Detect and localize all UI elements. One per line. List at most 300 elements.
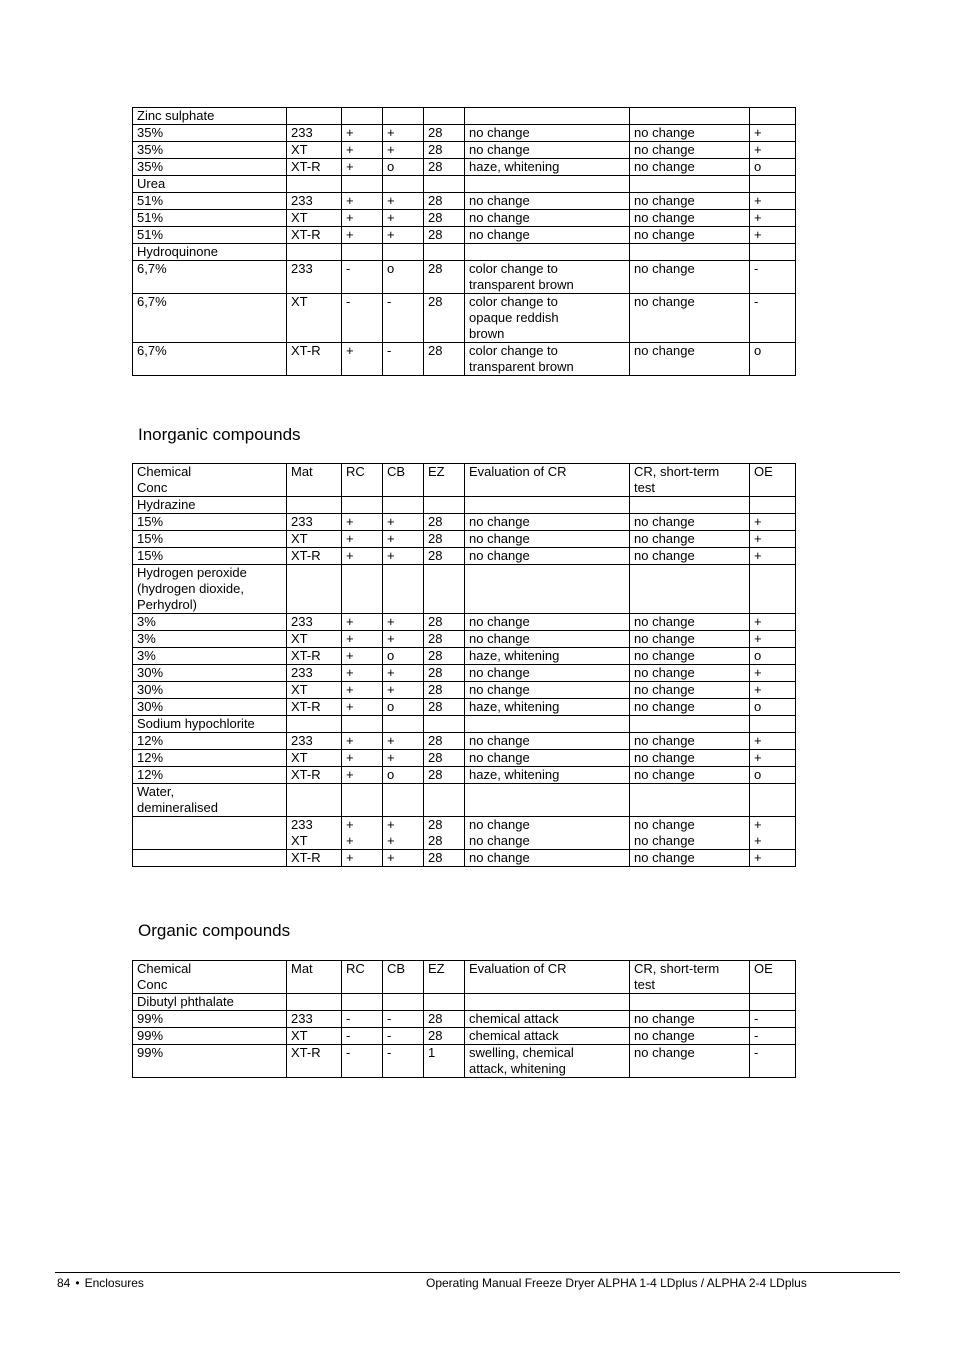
cell-text: no change bbox=[634, 193, 695, 208]
table-row bbox=[133, 343, 796, 376]
table-cell bbox=[287, 631, 342, 648]
table-cell bbox=[133, 1028, 287, 1045]
cell-text: 28 bbox=[428, 665, 443, 680]
cell-text: color change to transparent brown bbox=[469, 261, 574, 292]
table-cell bbox=[465, 210, 630, 227]
table-cell bbox=[342, 1028, 383, 1045]
cell-text: no change bbox=[469, 142, 530, 157]
table-cell bbox=[424, 1028, 465, 1045]
table-cell bbox=[133, 125, 287, 142]
cell-text: 233 XT bbox=[291, 817, 313, 848]
cell-text: XT bbox=[291, 750, 308, 765]
cell-text: + bbox=[754, 665, 762, 680]
cell-text: - bbox=[754, 1045, 759, 1060]
cell-text: + bbox=[346, 142, 354, 157]
table-cell bbox=[424, 1045, 465, 1078]
table-cell bbox=[630, 125, 750, 142]
cell-text: - bbox=[387, 343, 392, 358]
table-cell bbox=[630, 159, 750, 176]
cell-text: no change bbox=[469, 193, 530, 208]
table-cell bbox=[383, 631, 424, 648]
table-cell bbox=[630, 464, 750, 497]
cell-text: + bbox=[346, 682, 354, 697]
table-cell bbox=[465, 733, 630, 750]
cell-text: + bbox=[346, 159, 354, 174]
cell-text: + bbox=[346, 227, 354, 242]
cell-text: 6,7% bbox=[137, 294, 167, 309]
cell-text: 28 bbox=[428, 682, 443, 697]
cell-text: CB bbox=[387, 961, 406, 976]
cell-text: + bbox=[754, 614, 762, 629]
cell-text: no change bbox=[469, 631, 530, 646]
cell-text: Zinc sulphate bbox=[137, 108, 215, 123]
table-cell bbox=[133, 699, 287, 716]
cell-text: 28 bbox=[428, 648, 443, 663]
cell-text: + + bbox=[754, 817, 762, 848]
table-cell bbox=[342, 1045, 383, 1078]
cell-text: - bbox=[346, 294, 351, 309]
table-cell bbox=[424, 176, 465, 193]
table-cell bbox=[465, 994, 630, 1011]
table-cell bbox=[424, 210, 465, 227]
table-cell bbox=[133, 665, 287, 682]
cell-text: 28 28 bbox=[428, 817, 443, 848]
table-cell bbox=[750, 699, 796, 716]
cell-text: + + bbox=[387, 817, 395, 848]
table-cell bbox=[133, 244, 287, 261]
cell-text: XT-R bbox=[291, 548, 321, 563]
table-row bbox=[133, 1011, 796, 1028]
table-cell bbox=[287, 784, 342, 817]
table-cell bbox=[630, 227, 750, 244]
cell-text: 12% bbox=[137, 733, 164, 748]
cell-text: no change bbox=[634, 210, 695, 225]
table-cell bbox=[342, 961, 383, 994]
cell-text: no change bbox=[469, 548, 530, 563]
table-cell bbox=[383, 1028, 424, 1045]
table-cell bbox=[342, 682, 383, 699]
cell-text: no change bbox=[469, 227, 530, 242]
table-cell bbox=[465, 514, 630, 531]
cell-text: Mat bbox=[291, 464, 313, 479]
table-cell bbox=[287, 1011, 342, 1028]
table-cell bbox=[383, 261, 424, 294]
table-cell bbox=[424, 294, 465, 343]
cell-text: 15% bbox=[137, 531, 164, 546]
cell-text: Water, demineralised bbox=[137, 784, 218, 815]
table-cell bbox=[424, 1011, 465, 1028]
cell-text: + bbox=[754, 125, 762, 140]
table-cell bbox=[133, 108, 287, 125]
cell-text: XT-R bbox=[291, 343, 321, 358]
table-cell bbox=[342, 994, 383, 1011]
cell-text: + bbox=[754, 631, 762, 646]
table-cell bbox=[750, 614, 796, 631]
table-cell bbox=[465, 343, 630, 376]
table-cell bbox=[342, 648, 383, 665]
table-cell bbox=[287, 817, 342, 850]
cell-text: + bbox=[387, 548, 395, 563]
table-cell bbox=[465, 850, 630, 867]
cell-text: CR, short-term test bbox=[634, 961, 720, 992]
cell-text: 233 bbox=[291, 193, 313, 208]
cell-text: chemical attack bbox=[469, 1028, 559, 1043]
table-row bbox=[133, 531, 796, 548]
cell-text: EZ bbox=[428, 961, 445, 976]
table-cell bbox=[133, 294, 287, 343]
cell-text: no change bbox=[634, 665, 695, 680]
cell-text: XT bbox=[291, 531, 308, 546]
cell-text: + bbox=[387, 850, 395, 865]
cell-text: no change bbox=[634, 750, 695, 765]
cell-text: + bbox=[754, 682, 762, 697]
cell-text: no change bbox=[634, 548, 695, 563]
table-cell bbox=[424, 193, 465, 210]
cell-text: 15% bbox=[137, 548, 164, 563]
table-cell bbox=[383, 108, 424, 125]
table-cell bbox=[630, 294, 750, 343]
cell-text: - bbox=[754, 1028, 759, 1043]
table-cell bbox=[342, 142, 383, 159]
table-cell bbox=[342, 548, 383, 565]
cell-text: haze, whitening bbox=[469, 159, 560, 174]
table-cell bbox=[750, 464, 796, 497]
cell-text: no change bbox=[634, 767, 695, 782]
table-cell bbox=[342, 159, 383, 176]
table-cell bbox=[424, 514, 465, 531]
cell-text: 28 bbox=[428, 548, 443, 563]
cell-text: 28 bbox=[428, 227, 443, 242]
table-cell bbox=[750, 961, 796, 994]
table-cell bbox=[287, 961, 342, 994]
table-cell bbox=[424, 850, 465, 867]
table-cell bbox=[342, 176, 383, 193]
organic-compounds-table bbox=[132, 960, 796, 1078]
cell-text: o bbox=[754, 699, 762, 714]
table-cell bbox=[133, 464, 287, 497]
table-cell bbox=[465, 108, 630, 125]
table-cell bbox=[383, 699, 424, 716]
cell-text: 3% bbox=[137, 631, 156, 646]
footer-divider bbox=[55, 1272, 900, 1273]
table-row bbox=[133, 750, 796, 767]
cell-text: + bbox=[387, 531, 395, 546]
table-cell bbox=[424, 750, 465, 767]
table-cell bbox=[750, 497, 796, 514]
cell-text: 30% bbox=[137, 665, 164, 680]
table-cell bbox=[342, 631, 383, 648]
table-cell bbox=[383, 531, 424, 548]
cell-text: XT bbox=[291, 142, 308, 157]
cell-text: Chemical Conc bbox=[137, 464, 192, 495]
table-cell bbox=[383, 565, 424, 614]
cell-text: 233 bbox=[291, 614, 313, 629]
cell-text: o bbox=[387, 699, 395, 714]
table-cell bbox=[133, 817, 287, 850]
table-cell bbox=[287, 994, 342, 1011]
table-cell bbox=[465, 699, 630, 716]
cell-text: no change bbox=[469, 733, 530, 748]
table-cell bbox=[133, 994, 287, 1011]
table-row bbox=[133, 767, 796, 784]
table-cell bbox=[424, 244, 465, 261]
table-row bbox=[133, 631, 796, 648]
table-cell bbox=[133, 531, 287, 548]
cell-text: 12% bbox=[137, 750, 164, 765]
cell-text: 15% bbox=[137, 514, 164, 529]
table-cell bbox=[133, 142, 287, 159]
cell-text: + bbox=[387, 665, 395, 680]
table-cell bbox=[133, 614, 287, 631]
table-cell bbox=[133, 210, 287, 227]
table-row bbox=[133, 464, 796, 497]
cell-text: 28 bbox=[428, 514, 443, 529]
table-cell bbox=[287, 614, 342, 631]
cell-text: o bbox=[754, 343, 762, 358]
table-cell bbox=[630, 733, 750, 750]
table-cell bbox=[383, 176, 424, 193]
table-row bbox=[133, 648, 796, 665]
table-cell bbox=[133, 682, 287, 699]
table-cell bbox=[287, 767, 342, 784]
cell-text: haze, whitening bbox=[469, 699, 560, 714]
table-cell bbox=[342, 497, 383, 514]
table-cell bbox=[750, 244, 796, 261]
table-cell bbox=[424, 631, 465, 648]
table-cell bbox=[465, 565, 630, 614]
cell-text: XT bbox=[291, 210, 308, 225]
table-cell bbox=[383, 294, 424, 343]
cell-text: XT-R bbox=[291, 1045, 321, 1060]
table-cell bbox=[342, 699, 383, 716]
cell-text: 28 bbox=[428, 750, 443, 765]
cell-text: swelling, chemical attack, whitening bbox=[469, 1045, 574, 1076]
table-cell bbox=[424, 994, 465, 1011]
cell-text: o bbox=[754, 159, 762, 174]
table-cell bbox=[465, 176, 630, 193]
cell-text: no change bbox=[634, 531, 695, 546]
table-cell bbox=[133, 1045, 287, 1078]
table-cell bbox=[287, 261, 342, 294]
cell-text: + bbox=[346, 648, 354, 663]
table-cell bbox=[630, 699, 750, 716]
table-cell bbox=[465, 631, 630, 648]
table-cell bbox=[133, 193, 287, 210]
table-cell bbox=[383, 210, 424, 227]
table-cell bbox=[342, 565, 383, 614]
table-cell bbox=[424, 699, 465, 716]
cell-text: o bbox=[387, 261, 395, 276]
table-cell bbox=[287, 514, 342, 531]
cell-text: Evaluation of CR bbox=[469, 464, 567, 479]
table-cell bbox=[750, 108, 796, 125]
table-cell bbox=[287, 531, 342, 548]
cell-text: 3% bbox=[137, 614, 156, 629]
table-cell bbox=[424, 767, 465, 784]
cell-text: + bbox=[387, 210, 395, 225]
table-cell bbox=[133, 733, 287, 750]
table-cell bbox=[287, 210, 342, 227]
cell-text: no change bbox=[469, 665, 530, 680]
cell-text: no change bbox=[469, 850, 530, 865]
table-cell bbox=[383, 665, 424, 682]
cell-text: 233 bbox=[291, 514, 313, 529]
table-cell bbox=[630, 514, 750, 531]
cell-text: + bbox=[346, 210, 354, 225]
table-cell bbox=[630, 961, 750, 994]
cell-text: - bbox=[346, 1045, 351, 1060]
table-row bbox=[133, 176, 796, 193]
table-cell bbox=[287, 682, 342, 699]
table-row bbox=[133, 614, 796, 631]
table-cell bbox=[133, 784, 287, 817]
table-cell bbox=[750, 294, 796, 343]
cell-text: + + bbox=[346, 817, 354, 848]
table-cell bbox=[383, 343, 424, 376]
table-cell bbox=[424, 125, 465, 142]
cell-text: 99% bbox=[137, 1011, 164, 1026]
table-cell bbox=[424, 665, 465, 682]
table-cell bbox=[465, 193, 630, 210]
table-cell bbox=[750, 648, 796, 665]
cell-text: CR, short-term test bbox=[634, 464, 720, 495]
cell-text: - bbox=[346, 1028, 351, 1043]
table-cell bbox=[630, 244, 750, 261]
cell-text: + bbox=[346, 193, 354, 208]
cell-text: + bbox=[387, 227, 395, 242]
cell-text: 233 bbox=[291, 1011, 313, 1026]
table-cell bbox=[383, 614, 424, 631]
cell-text: 233 bbox=[291, 733, 313, 748]
table-cell bbox=[424, 531, 465, 548]
table-cell bbox=[287, 665, 342, 682]
table-cell bbox=[465, 817, 630, 850]
table-cell bbox=[133, 767, 287, 784]
table-cell bbox=[465, 648, 630, 665]
table-cell bbox=[465, 1045, 630, 1078]
cell-text: 12% bbox=[137, 767, 164, 782]
cell-text: - bbox=[387, 294, 392, 309]
cell-text: - bbox=[346, 1011, 351, 1026]
footer-bullet: • bbox=[75, 1276, 80, 1290]
table-cell bbox=[424, 464, 465, 497]
table-cell bbox=[287, 227, 342, 244]
table-cell bbox=[750, 716, 796, 733]
table-cell bbox=[750, 994, 796, 1011]
cell-text: 28 bbox=[428, 631, 443, 646]
cell-text: 35% bbox=[137, 125, 164, 140]
table-cell bbox=[750, 1028, 796, 1045]
cell-text: no change bbox=[634, 614, 695, 629]
cell-text: o bbox=[387, 648, 395, 663]
table-row bbox=[133, 108, 796, 125]
table-cell bbox=[465, 244, 630, 261]
table-cell bbox=[133, 159, 287, 176]
table-cell bbox=[750, 210, 796, 227]
table-cell bbox=[465, 665, 630, 682]
cell-text: + bbox=[387, 193, 395, 208]
cell-text: XT bbox=[291, 631, 308, 646]
cell-text: + bbox=[754, 210, 762, 225]
table-cell bbox=[383, 227, 424, 244]
table-cell bbox=[287, 193, 342, 210]
cell-text: 28 bbox=[428, 142, 443, 157]
cell-text: + bbox=[346, 665, 354, 680]
cell-text: - bbox=[387, 1028, 392, 1043]
cell-text: Hydroquinone bbox=[137, 244, 218, 259]
table-cell bbox=[342, 817, 383, 850]
cell-text: Hydrazine bbox=[137, 497, 196, 512]
cell-text: + bbox=[754, 531, 762, 546]
cell-text: 51% bbox=[137, 227, 164, 242]
table-cell bbox=[383, 464, 424, 497]
table-cell bbox=[750, 261, 796, 294]
cell-text: 28 bbox=[428, 1028, 443, 1043]
table-cell bbox=[383, 159, 424, 176]
table-cell bbox=[630, 1011, 750, 1028]
table-row bbox=[133, 125, 796, 142]
table-cell bbox=[133, 716, 287, 733]
footer-section: Enclosures bbox=[84, 1276, 144, 1290]
table-cell bbox=[630, 108, 750, 125]
table-row bbox=[133, 784, 796, 817]
table-cell bbox=[133, 261, 287, 294]
cell-text: no change bbox=[469, 531, 530, 546]
table-cell bbox=[342, 665, 383, 682]
table-cell bbox=[465, 159, 630, 176]
cell-text: no change bbox=[634, 648, 695, 663]
table-cell bbox=[287, 142, 342, 159]
cell-text: + bbox=[346, 767, 354, 782]
cell-text: Chemical Conc bbox=[137, 961, 192, 992]
table-cell bbox=[630, 142, 750, 159]
cell-text: no change bbox=[634, 159, 695, 174]
cell-text: 6,7% bbox=[137, 343, 167, 358]
cell-text: - bbox=[754, 1011, 759, 1026]
table-cell bbox=[383, 682, 424, 699]
cell-text: + bbox=[754, 750, 762, 765]
cell-text: no change bbox=[634, 227, 695, 242]
cell-text: Mat bbox=[291, 961, 313, 976]
table-cell bbox=[383, 497, 424, 514]
cell-text: no change bbox=[634, 125, 695, 140]
table-cell bbox=[342, 614, 383, 631]
table-cell bbox=[465, 261, 630, 294]
table-cell bbox=[383, 244, 424, 261]
cell-text: Hydrogen peroxide (hydrogen dioxide, Perhydrol) bbox=[137, 565, 247, 612]
cell-text: no change bbox=[634, 261, 695, 276]
table-cell bbox=[133, 631, 287, 648]
table-row bbox=[133, 682, 796, 699]
table-cell bbox=[465, 464, 630, 497]
table-cell bbox=[287, 750, 342, 767]
table-cell bbox=[287, 648, 342, 665]
table-cell bbox=[342, 514, 383, 531]
table-cell bbox=[750, 343, 796, 376]
cell-text: haze, whitening bbox=[469, 767, 560, 782]
table-row bbox=[133, 699, 796, 716]
table-cell bbox=[465, 125, 630, 142]
cell-text: - bbox=[754, 261, 759, 276]
table-row bbox=[133, 961, 796, 994]
cell-text: + bbox=[387, 514, 395, 529]
cell-text: no change bbox=[634, 1011, 695, 1026]
table-cell bbox=[750, 733, 796, 750]
cell-text: RC bbox=[346, 464, 365, 479]
table-row bbox=[133, 244, 796, 261]
table-cell bbox=[630, 176, 750, 193]
table-cell bbox=[630, 193, 750, 210]
